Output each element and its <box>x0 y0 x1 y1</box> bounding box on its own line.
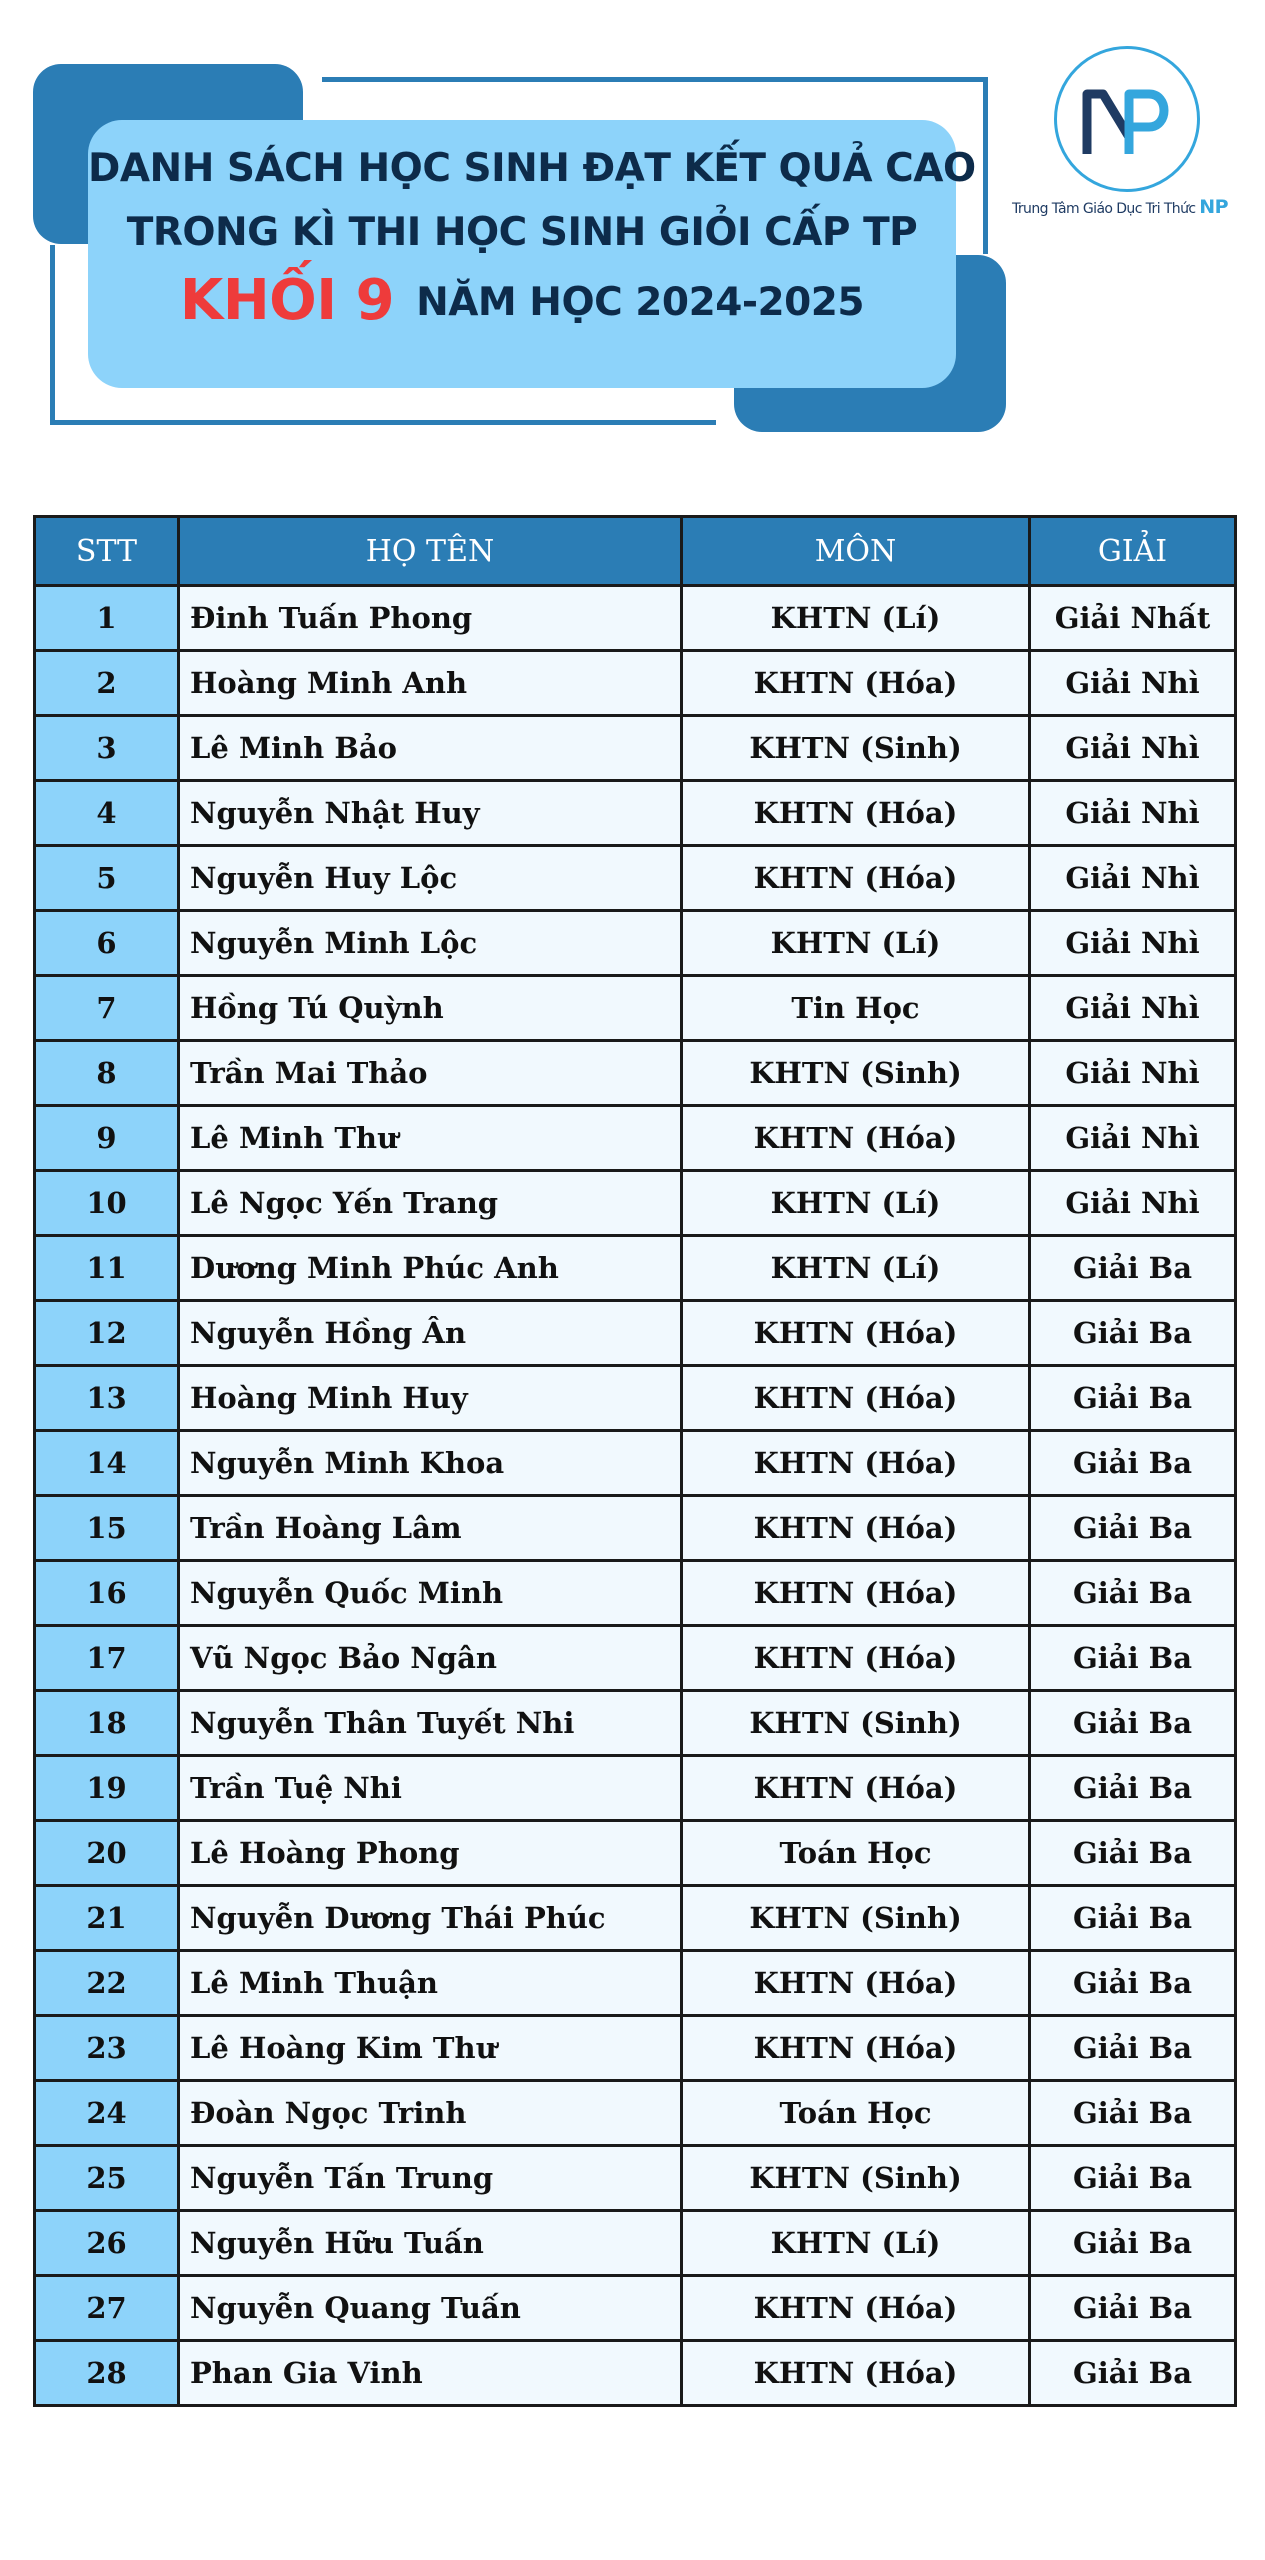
cell-subject: KHTN (Lí) <box>682 2211 1030 2276</box>
cell-award: Giải Ba <box>1030 2016 1236 2081</box>
cell-subject: KHTN (Lí) <box>682 911 1030 976</box>
cell-subject: KHTN (Hóa) <box>682 781 1030 846</box>
cell-subject: KHTN (Hóa) <box>682 1106 1030 1171</box>
cell-award: Giải Nhất <box>1030 586 1236 651</box>
cell-stt: 16 <box>35 1561 179 1626</box>
cell-award: Giải Nhì <box>1030 781 1236 846</box>
table-row <box>35 2341 1236 2406</box>
cell-award: Giải Ba <box>1030 1756 1236 1821</box>
decorative-frame-line <box>322 77 988 82</box>
cell-stt: 9 <box>35 1106 179 1171</box>
cell-subject: KHTN (Hóa) <box>682 1561 1030 1626</box>
cell-award: Giải Nhì <box>1030 1041 1236 1106</box>
cell-stt: 14 <box>35 1431 179 1496</box>
header-name: HỌ TÊN <box>179 517 682 586</box>
cell-stt: 20 <box>35 1821 179 1886</box>
cell-subject: KHTN (Lí) <box>682 586 1030 651</box>
cell-name: Nguyễn Quốc Minh <box>179 1561 682 1626</box>
table-row <box>35 976 1236 1041</box>
cell-award: Giải Ba <box>1030 2211 1236 2276</box>
cell-name: Vũ Ngọc Bảo Ngân <box>179 1626 682 1691</box>
table-row <box>35 1561 1236 1626</box>
cell-stt: 17 <box>35 1626 179 1691</box>
decorative-frame-line <box>50 245 55 425</box>
decorative-frame-line <box>983 77 988 254</box>
np-logo-icon <box>1054 46 1200 192</box>
cell-award: Giải Nhì <box>1030 1171 1236 1236</box>
cell-award: Giải Ba <box>1030 2146 1236 2211</box>
cell-award: Giải Nhì <box>1030 976 1236 1041</box>
cell-name: Hoàng Minh Huy <box>179 1366 682 1431</box>
cell-award: Giải Ba <box>1030 1236 1236 1301</box>
table-row <box>35 781 1236 846</box>
cell-name: Trần Mai Thảo <box>179 1041 682 1106</box>
table-row <box>35 2081 1236 2146</box>
cell-name: Nguyễn Minh Khoa <box>179 1431 682 1496</box>
cell-subject: KHTN (Hóa) <box>682 2016 1030 2081</box>
cell-subject: KHTN (Hóa) <box>682 1951 1030 2016</box>
table-row <box>35 2146 1236 2211</box>
cell-stt: 6 <box>35 911 179 976</box>
cell-subject: KHTN (Hóa) <box>682 651 1030 716</box>
cell-award: Giải Ba <box>1030 1821 1236 1886</box>
cell-subject: KHTN (Hóa) <box>682 2341 1030 2406</box>
cell-stt: 15 <box>35 1496 179 1561</box>
table-row <box>35 1366 1236 1431</box>
cell-award: Giải Ba <box>1030 1431 1236 1496</box>
cell-subject: KHTN (Sinh) <box>682 1041 1030 1106</box>
table-row <box>35 846 1236 911</box>
table-row <box>35 651 1236 716</box>
table-header-row <box>35 517 1236 586</box>
center-logo <box>1012 46 1252 226</box>
table-row <box>35 1041 1236 1106</box>
cell-stt: 13 <box>35 1366 179 1431</box>
cell-name: Hoàng Minh Anh <box>179 651 682 716</box>
cell-stt: 25 <box>35 2146 179 2211</box>
cell-name: Nguyễn Hữu Tuấn <box>179 2211 682 2276</box>
table-row <box>35 1496 1236 1561</box>
logo-caption-brand: NP <box>1199 196 1228 218</box>
cell-stt: 1 <box>35 586 179 651</box>
cell-award: Giải Ba <box>1030 1366 1236 1431</box>
cell-award: Giải Ba <box>1030 1561 1236 1626</box>
table-row <box>35 1691 1236 1756</box>
cell-stt: 19 <box>35 1756 179 1821</box>
cell-stt: 7 <box>35 976 179 1041</box>
cell-stt: 10 <box>35 1171 179 1236</box>
logo-caption-text: Trung Tâm Giáo Dục Tri Thức <box>1012 201 1196 217</box>
table-row <box>35 586 1236 651</box>
cell-name: Nguyễn Quang Tuấn <box>179 2276 682 2341</box>
cell-subject: KHTN (Sinh) <box>682 1691 1030 1756</box>
title-card <box>88 120 976 388</box>
cell-subject: KHTN (Hóa) <box>682 2276 1030 2341</box>
table-row <box>35 1821 1236 1886</box>
cell-award: Giải Ba <box>1030 2276 1236 2341</box>
cell-stt: 18 <box>35 1691 179 1756</box>
cell-subject: KHTN (Hóa) <box>682 1756 1030 1821</box>
cell-name: Lê Minh Bảo <box>179 716 682 781</box>
header-stt: STT <box>35 517 179 586</box>
cell-subject: KHTN (Hóa) <box>682 846 1030 911</box>
table-row <box>35 2016 1236 2081</box>
cell-subject: KHTN (Hóa) <box>682 1366 1030 1431</box>
cell-stt: 27 <box>35 2276 179 2341</box>
decorative-frame-line <box>50 420 716 425</box>
cell-stt: 8 <box>35 1041 179 1106</box>
table-row <box>35 1431 1236 1496</box>
table-row <box>35 1301 1236 1366</box>
cell-award: Giải Ba <box>1030 1691 1236 1756</box>
cell-award: Giải Ba <box>1030 1886 1236 1951</box>
cell-name: Nguyễn Dương Thái Phúc <box>179 1886 682 1951</box>
results-table <box>33 515 1237 2407</box>
cell-stt: 2 <box>35 651 179 716</box>
cell-subject: KHTN (Hóa) <box>682 1626 1030 1691</box>
logo-caption <box>1012 196 1252 218</box>
table-row <box>35 911 1236 976</box>
table-row <box>35 1236 1236 1301</box>
cell-subject: KHTN (Sinh) <box>682 1886 1030 1951</box>
cell-stt: 28 <box>35 2341 179 2406</box>
cell-name: Dương Minh Phúc Anh <box>179 1236 682 1301</box>
cell-stt: 3 <box>35 716 179 781</box>
table-row <box>35 1106 1236 1171</box>
table-body <box>35 586 1236 2406</box>
cell-name: Lê Minh Thư <box>179 1106 682 1171</box>
grade-label: KHỐI 9 <box>179 268 395 333</box>
cell-subject: Tin Học <box>682 976 1030 1041</box>
title-line-3 <box>88 268 956 333</box>
cell-award: Giải Nhì <box>1030 651 1236 716</box>
cell-subject: Toán Học <box>682 2081 1030 2146</box>
table-row <box>35 1626 1236 1691</box>
table-row <box>35 1171 1236 1236</box>
cell-subject: KHTN (Hóa) <box>682 1496 1030 1561</box>
title-line-1: DANH SÁCH HỌC SINH ĐẠT KẾT QUẢ CAO <box>88 146 976 191</box>
cell-award: Giải Ba <box>1030 1951 1236 2016</box>
cell-award: Giải Ba <box>1030 1301 1236 1366</box>
cell-name: Đoàn Ngọc Trinh <box>179 2081 682 2146</box>
cell-award: Giải Nhì <box>1030 716 1236 781</box>
cell-stt: 4 <box>35 781 179 846</box>
cell-stt: 11 <box>35 1236 179 1301</box>
cell-name: Nguyễn Huy Lộc <box>179 846 682 911</box>
cell-name: Nguyễn Minh Lộc <box>179 911 682 976</box>
cell-name: Lê Ngọc Yến Trang <box>179 1171 682 1236</box>
cell-subject: KHTN (Hóa) <box>682 1431 1030 1496</box>
cell-subject: KHTN (Sinh) <box>682 2146 1030 2211</box>
cell-name: Lê Hoàng Phong <box>179 1821 682 1886</box>
table-row <box>35 1951 1236 2016</box>
cell-award: Giải Nhì <box>1030 1106 1236 1171</box>
cell-name: Hồng Tú Quỳnh <box>179 976 682 1041</box>
cell-stt: 12 <box>35 1301 179 1366</box>
cell-subject: KHTN (Sinh) <box>682 716 1030 781</box>
cell-subject: KHTN (Hóa) <box>682 1301 1030 1366</box>
cell-name: Phan Gia Vinh <box>179 2341 682 2406</box>
cell-name: Trần Hoàng Lâm <box>179 1496 682 1561</box>
cell-subject: Toán Học <box>682 1821 1030 1886</box>
cell-name: Nguyễn Hồng Ân <box>179 1301 682 1366</box>
cell-award: Giải Nhì <box>1030 846 1236 911</box>
cell-name: Trần Tuệ Nhi <box>179 1756 682 1821</box>
cell-award: Giải Ba <box>1030 2081 1236 2146</box>
cell-name: Lê Minh Thuận <box>179 1951 682 2016</box>
cell-award: Giải Ba <box>1030 2341 1236 2406</box>
cell-name: Nguyễn Nhật Huy <box>179 781 682 846</box>
cell-subject: KHTN (Lí) <box>682 1236 1030 1301</box>
header-award: GIẢI <box>1030 517 1236 586</box>
cell-stt: 23 <box>35 2016 179 2081</box>
cell-award: Giải Nhì <box>1030 911 1236 976</box>
cell-name: Nguyễn Thân Tuyết Nhi <box>179 1691 682 1756</box>
title-line-2: TRONG KÌ THI HỌC SINH GIỎI CẤP TP <box>126 210 918 255</box>
cell-award: Giải Ba <box>1030 1496 1236 1561</box>
cell-stt: 21 <box>35 1886 179 1951</box>
cell-stt: 24 <box>35 2081 179 2146</box>
cell-stt: 22 <box>35 1951 179 2016</box>
school-year: NĂM HỌC 2024-2025 <box>416 280 865 325</box>
cell-award: Giải Ba <box>1030 1626 1236 1691</box>
cell-name: Lê Hoàng Kim Thư <box>179 2016 682 2081</box>
table-row <box>35 716 1236 781</box>
table-row <box>35 2211 1236 2276</box>
header-subject: MÔN <box>682 517 1030 586</box>
table-row <box>35 1756 1236 1821</box>
cell-name: Nguyễn Tấn Trung <box>179 2146 682 2211</box>
table-row <box>35 2276 1236 2341</box>
cell-name: Đinh Tuấn Phong <box>179 586 682 651</box>
cell-stt: 26 <box>35 2211 179 2276</box>
cell-subject: KHTN (Lí) <box>682 1171 1030 1236</box>
cell-stt: 5 <box>35 846 179 911</box>
table-row <box>35 1886 1236 1951</box>
